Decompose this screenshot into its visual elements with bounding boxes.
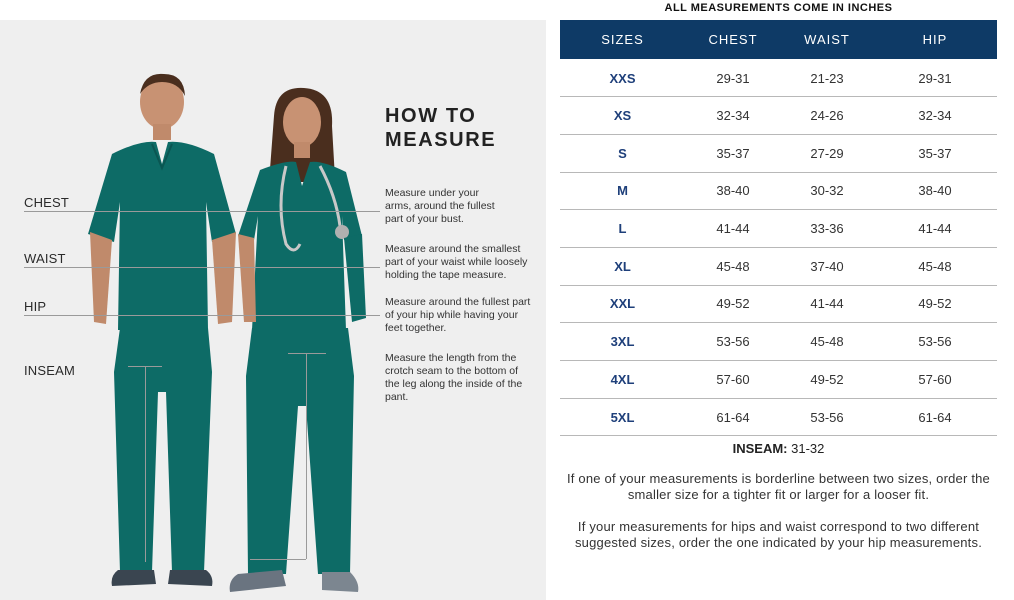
hip-cell: 35-37 (873, 134, 997, 172)
chest-cell: 53-56 (685, 323, 781, 361)
female-model-figure (190, 86, 390, 596)
waist-label: WAIST (24, 251, 66, 266)
header-waist: WAIST (781, 20, 873, 59)
hip-cell: 29-31 (873, 59, 997, 97)
table-row (560, 134, 997, 172)
size-cell: XXL (560, 285, 685, 323)
waist-line (24, 267, 380, 268)
inseam-instruction: Measure the length from the crotch seam to the bottom of the leg along the inside of the pant. (385, 352, 523, 403)
inseam-note (560, 441, 997, 456)
size-cell: 4XL (560, 361, 685, 399)
hip-cell: 49-52 (873, 285, 997, 323)
waist-cell: 45-48 (781, 323, 873, 361)
waist-cell: 37-40 (781, 247, 873, 285)
borderline-size-advice: If one of your measurements is borderline between two sizes, order the smaller size for a tighter fit or larger for a looser fit. (567, 471, 990, 502)
chest-label: CHEST (24, 195, 70, 210)
header-chest: CHEST (685, 20, 781, 59)
table-row (560, 59, 997, 97)
hip-cell: 53-56 (873, 323, 997, 361)
table-row (560, 247, 997, 285)
waist-cell: 27-29 (781, 134, 873, 172)
chest-cell: 41-44 (685, 210, 781, 248)
table-row (560, 361, 997, 399)
hip-cell: 32-34 (873, 97, 997, 135)
hip-label: HIP (24, 299, 47, 314)
size-cell: XXS (560, 59, 685, 97)
size-cell: M (560, 172, 685, 210)
size-chart-header-row (560, 20, 997, 59)
hip-cell: 41-44 (873, 210, 997, 248)
hip-instruction: Measure around the fullest part of your hip while having your feet together. (385, 296, 531, 334)
inseam-label: INSEAM (24, 363, 76, 378)
chest-instruction: Measure under your arms, around the fullest part of your bust. (385, 187, 495, 225)
waist-cell: 53-56 (781, 398, 873, 436)
how-to-measure-title-line1: HOW TO (385, 105, 477, 127)
chest-cell: 61-64 (685, 398, 781, 436)
chest-cell: 29-31 (685, 59, 781, 97)
inseam-marker-female (306, 353, 307, 559)
waist-cell: 24-26 (781, 97, 873, 135)
table-row (560, 210, 997, 248)
size-cell: 3XL (560, 323, 685, 361)
chest-cell: 57-60 (685, 361, 781, 399)
how-to-measure-panel (0, 20, 546, 600)
hip-waist-size-advice: If your measurements for hips and waist correspond to two different suggested sizes, order the one indicated by your hip measurements. (574, 519, 983, 550)
inseam-marker-female-top (288, 353, 326, 354)
table-row (560, 172, 997, 210)
table-row (560, 398, 997, 436)
hip-line (24, 315, 380, 316)
header-hip: HIP (873, 20, 997, 59)
inseam-note-label: INSEAM: (732, 441, 788, 456)
waist-instruction: Measure around the smallest part of your waist while loosely holding the tape measure. (385, 243, 528, 281)
size-cell: S (560, 134, 685, 172)
inseam-note-value: 31-32 (791, 441, 825, 456)
chest-cell: 49-52 (685, 285, 781, 323)
waist-cell: 21-23 (781, 59, 873, 97)
table-row (560, 97, 997, 135)
size-cell: L (560, 210, 685, 248)
hip-cell: 61-64 (873, 398, 997, 436)
hip-cell: 38-40 (873, 172, 997, 210)
header-sizes: SIZES (560, 20, 685, 59)
size-cell: XS (560, 97, 685, 135)
waist-cell: 49-52 (781, 361, 873, 399)
inseam-marker-female-bottom (250, 559, 306, 560)
table-row (560, 323, 997, 361)
waist-cell: 30-32 (781, 172, 873, 210)
chest-cell: 45-48 (685, 247, 781, 285)
size-cell: XL (560, 247, 685, 285)
how-to-measure-title-line2: MEASURE (385, 129, 497, 151)
measurements-caption: ALL MEASUREMENTS COME IN INCHES (664, 2, 893, 14)
hip-cell: 57-60 (873, 361, 997, 399)
waist-cell: 41-44 (781, 285, 873, 323)
waist-cell: 33-36 (781, 210, 873, 248)
hip-cell: 45-48 (873, 247, 997, 285)
chest-cell: 32-34 (685, 97, 781, 135)
size-cell: 5XL (560, 398, 685, 436)
chest-cell: 38-40 (685, 172, 781, 210)
chest-line (24, 211, 380, 212)
size-chart-table (560, 20, 997, 436)
chest-cell: 35-37 (685, 134, 781, 172)
inseam-marker-male (145, 366, 146, 562)
how-to-measure-title (385, 104, 496, 152)
table-row (560, 285, 997, 323)
